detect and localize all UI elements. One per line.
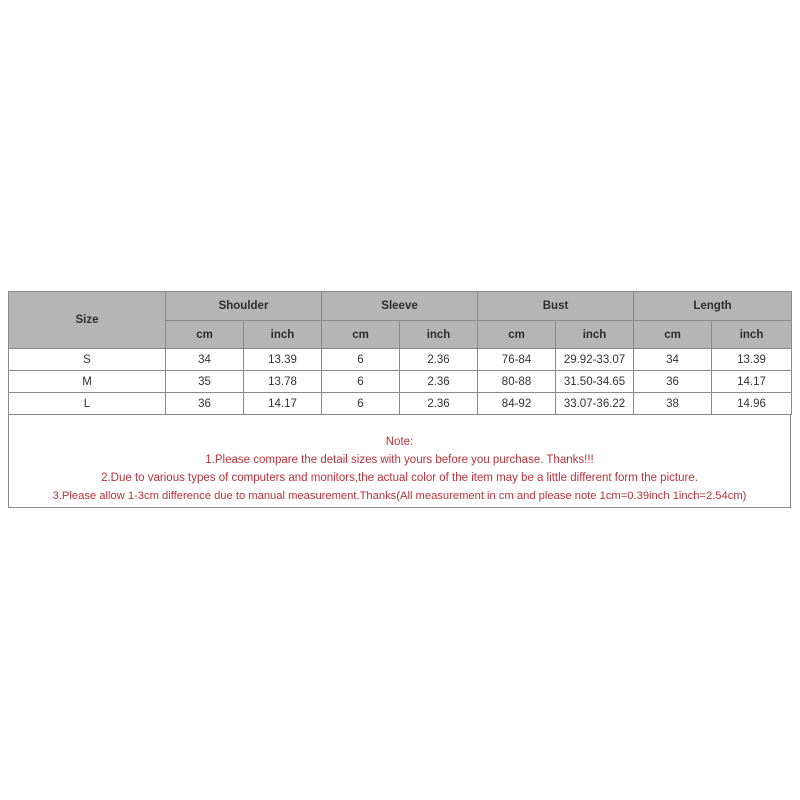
unit-header: inch xyxy=(400,321,478,349)
size-chart xyxy=(8,291,791,508)
note-line-2: 2.Due to various types of computers and monitors,the actual color of the item may be a little different form the picture. xyxy=(101,472,698,484)
unit-header: cm xyxy=(478,321,556,349)
table-cell: 13.78 xyxy=(244,371,322,393)
table-cell: 34 xyxy=(634,349,712,371)
table-cell: 36 xyxy=(166,393,244,415)
table-cell: 36 xyxy=(634,371,712,393)
size-cell: M xyxy=(9,371,166,393)
table-cell: 29.92-33.07 xyxy=(556,349,634,371)
unit-header: cm xyxy=(166,321,244,349)
table-row xyxy=(9,393,792,415)
length-header: Length xyxy=(634,292,792,321)
note-line-1: 1.Please compare the detail sizes with yours before you purchase. Thanks!!! xyxy=(205,454,594,466)
unit-header: inch xyxy=(556,321,634,349)
unit-header: cm xyxy=(634,321,712,349)
shoulder-header: Shoulder xyxy=(166,292,322,321)
table-cell: 13.39 xyxy=(244,349,322,371)
table-cell: 6 xyxy=(322,371,400,393)
note-title: Note: xyxy=(385,436,414,448)
table-cell: 76-84 xyxy=(478,349,556,371)
size-column-header: Size xyxy=(9,292,166,349)
table-cell: 6 xyxy=(322,393,400,415)
table-cell: 80-88 xyxy=(478,371,556,393)
table-cell: 84-92 xyxy=(478,393,556,415)
table-cell: 14.17 xyxy=(244,393,322,415)
notes-box xyxy=(8,415,791,508)
table-cell: 13.39 xyxy=(712,349,792,371)
table-cell: 31.50-34.65 xyxy=(556,371,634,393)
table-row xyxy=(9,349,792,371)
table-cell: 14.96 xyxy=(712,393,792,415)
table-cell: 2.36 xyxy=(400,349,478,371)
bust-header: Bust xyxy=(478,292,634,321)
note-line-3: 3.Please allow 1-3cm difference due to manual measurement.Thanks(All measurement in cm and please note 1cm=0.39inch 1inch=2.54cm) xyxy=(52,490,747,502)
table-cell: 33.07-36.22 xyxy=(556,393,634,415)
table-cell: 6 xyxy=(322,349,400,371)
table-cell: 34 xyxy=(166,349,244,371)
group-header-row xyxy=(9,292,792,321)
sleeve-header: Sleeve xyxy=(322,292,478,321)
table-cell: 14.17 xyxy=(712,371,792,393)
table-cell: 35 xyxy=(166,371,244,393)
table-row xyxy=(9,371,792,393)
unit-header: inch xyxy=(712,321,792,349)
table-cell: 2.36 xyxy=(400,371,478,393)
size-cell: S xyxy=(9,349,166,371)
table-cell: 38 xyxy=(634,393,712,415)
table-cell: 2.36 xyxy=(400,393,478,415)
unit-header: cm xyxy=(322,321,400,349)
unit-header: inch xyxy=(244,321,322,349)
size-cell: L xyxy=(9,393,166,415)
size-table xyxy=(8,291,792,415)
